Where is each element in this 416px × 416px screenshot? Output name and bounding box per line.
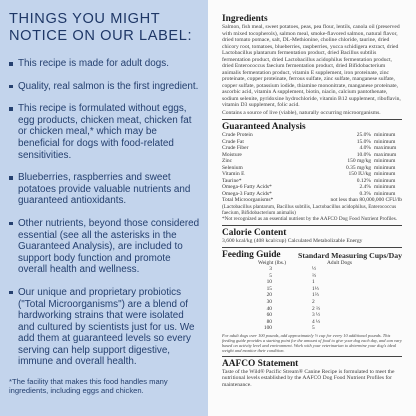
guaranteed-analysis-table (222, 132, 402, 204)
aafco-text: Taste of the Wild® Pacific Stream® Canine Recipe is formulated to meet the nutritional levels established by the AAFCO Dog Food Nutrient Profiles for maintenance. (222, 368, 395, 388)
analysis-value: 15.0% (356, 138, 371, 145)
divider (222, 225, 402, 226)
analysis-name: Selenium (222, 164, 243, 171)
analysis-name: Total Microorganisms* (222, 197, 274, 203)
divider (222, 247, 402, 248)
analysis-value: 10.0% (356, 151, 371, 158)
analysis-value: 150 mg/kg (347, 158, 371, 164)
feeding-row (222, 299, 402, 306)
feeding-cups: 4 ⅓ (312, 318, 321, 325)
note-other-nutrients: Other nutrients, beyond those considered essential (see all the asterisks in the Guaranteed Analysis), are included to support body function and promote overall health and wellness. (9, 218, 200, 276)
analysis-unit: maximum (374, 145, 397, 151)
feeding-cups: 3 ½ (312, 312, 321, 319)
feeding-weight: 60 (266, 312, 272, 319)
feeding-cups: 1 (312, 279, 315, 286)
analysis-unit: minimum (374, 184, 396, 190)
feeding-weight: 80 (266, 318, 272, 325)
feeding-row (222, 266, 402, 273)
feeding-guide-subtitle: Standard Measuring Cups/Day (298, 251, 402, 260)
analysis-value: 0.12% (356, 177, 371, 184)
feeding-weight: 5 (269, 272, 272, 279)
ingredients-text: Salmon, fish meal, sweet potatoes, peas, pea flour, lentils, canola oil (preserved with mixed tocopherols), salmon meal, smoke-flavored salmon, natural flavor, dried tomato pomace, salt, DL-Methionine, choline chloride, taurine, dried chicory root, tomatoes, blueberries, raspberries, yucca schidigera extract, dried Lactobacillus plantarum fermentation product, dried Bacillus subtilis fermentation product, dried Lactobacillus acidophilus fermentation product, dried Enterococcus faecium fermentation product, dried Bifidobacterium animalis fermentation product, vitamin E supplement, iron proteinate, zinc proteinate, copper proteinate, ferrous sulfate, zinc sulfate, manganese sulfate, copper sulfate, potassium iodide, thiamine mononitrate, manganese proteinate, ascorbic acid, vitamin A supplement, biotin, niacin, calcium pantothenate, sodium selenite, pyridoxine hydrochloride, vitamin B12 supplement, riboflavin, vitamin D3 supplement, folic acid. (222, 24, 401, 108)
strains-list: (Lactobacillus plantarum, Bacillus subtilis, Lactobacillus acidophilus, Enterococcus faecium, Bifidobacterium animalis) (222, 203, 397, 216)
feeding-guide-header (222, 250, 402, 260)
nutrition-label-panel (208, 0, 416, 416)
feeding-row (222, 325, 402, 332)
feeding-row (222, 273, 402, 280)
analysis-name: Crude Fiber (222, 145, 249, 151)
not-essential-note: *Not recognized as an essential nutrient by the AAFCO Dog Food Nutrient Profiles. (222, 215, 398, 222)
feeding-weight: 20 (266, 292, 272, 299)
feeding-weight: 30 (266, 298, 272, 305)
contains-statement: Contains a source of live (viable), naturally occurring microorganisms. (222, 109, 381, 116)
analysis-name: Omega-3 Fatty Acids* (222, 190, 272, 197)
note-antioxidants: Blueberries, raspberries and sweet potatoes provide valuable nutrients and guaranteed antioxidants. (9, 172, 200, 207)
analysis-value: 4.0% (359, 145, 371, 151)
note-probiotics: Our unique and proprietary probiotics ("Total Microorganisms") are a blend of hardworking strains that were isolated and cultured by scientists just for us. We add them at guaranteed levels so every serving can help support digestive, immune and overall health. (9, 287, 200, 368)
analysis-unit: minimum (374, 164, 396, 171)
analysis-value: 150 IU/kg (348, 171, 371, 177)
analysis-name: Crude Protein (222, 132, 253, 138)
feeding-row (222, 319, 402, 326)
feeding-guide-title: Feeding Guide (222, 250, 281, 260)
analysis-name: Crude Fat (222, 138, 244, 145)
feeding-weight: 3 (269, 266, 272, 272)
feeding-weight: 10 (266, 279, 272, 286)
calorie-content-text: 3,600 kcal/kg (408 kcal/cup) Calculated Metabolizable Energy (222, 237, 363, 244)
analysis-value: 0.35 mg/kg (345, 164, 371, 171)
analysis-unit: minimum (374, 132, 396, 138)
analysis-unit: minimum (374, 171, 396, 177)
analysis-name: Taurine* (222, 177, 242, 184)
analysis-name: Zinc (222, 158, 233, 164)
feeding-cups: 2 (312, 298, 315, 305)
analysis-unit: minimum (374, 177, 396, 184)
facility-footnote: *The facility that makes this food handles many ingredients, including eggs and chicken. (9, 377, 168, 396)
note-real-salmon: Quality, real salmon is the first ingredient. (9, 81, 200, 93)
weight-column-header: Weight (lbs.) (258, 260, 287, 266)
feeding-weight: 15 (266, 285, 272, 292)
divider (222, 356, 402, 357)
analysis-name: Moisture (222, 151, 242, 158)
analysis-unit: minimum (374, 190, 396, 197)
aafco-title: AAFCO Statement (222, 358, 299, 369)
feeding-row (222, 286, 402, 293)
feeding-row (222, 312, 402, 319)
analysis-value: 25.0% (356, 132, 371, 138)
cups-column-header: Adult Dogs (326, 260, 352, 266)
analysis-unit: maximum (374, 151, 397, 158)
feeding-cups: ½ (312, 266, 317, 272)
analysis-value: 0.3% (359, 190, 371, 197)
note-no-eggs-chicken: This recipe is formulated without eggs, egg products, chicken meat, chicken fat or chicken meal,* which may be beneficial for dogs with food-related sensitivities. (9, 103, 200, 161)
guaranteed-analysis-title: Guaranteed Analysis (222, 122, 306, 132)
calorie-content-title: Calorie Content (222, 227, 287, 238)
feeding-weight: 40 (266, 305, 272, 312)
ingredients-title: Ingredients (222, 14, 268, 24)
label-notes-list (9, 58, 200, 368)
analysis-name: Vitamin E (222, 171, 245, 177)
feeding-cups: 1⅓ (312, 285, 319, 292)
feeding-cups: 2 ⅔ (312, 305, 321, 312)
analysis-unit: minimum (374, 158, 396, 164)
feeding-row (222, 279, 402, 286)
feeding-fine-print: For adult dogs over 100 pounds, add approximately ½ cup for every 10 additional pounds. This feeding guide provides a starting point for the amount of food to give your dog each day, and can vary based on activity level and environment. Work with your veterinarian to determine your dog's ideal weight and monitor their condition. (222, 332, 402, 353)
divider (222, 119, 402, 120)
note-adult-dogs: This recipe is made for adult dogs. (9, 58, 200, 70)
analysis-name: Omega-6 Fatty Acids* (222, 184, 272, 190)
feeding-guide-table (222, 266, 402, 332)
label-notes-heading: THINGS YOU MIGHT NOTICE ON OUR LABEL: (9, 11, 193, 44)
analysis-value: not less than 80,000,000 CFU/lb (330, 197, 402, 203)
feeding-cups: 5 (312, 325, 315, 332)
feeding-row (222, 292, 402, 299)
feeding-weight: 100 (263, 325, 272, 332)
analysis-unit: minimum (374, 138, 396, 145)
analysis-value: 2.4% (359, 184, 371, 190)
feeding-cups: 1⅔ (312, 292, 319, 299)
feeding-cups: ⅔ (312, 272, 317, 279)
